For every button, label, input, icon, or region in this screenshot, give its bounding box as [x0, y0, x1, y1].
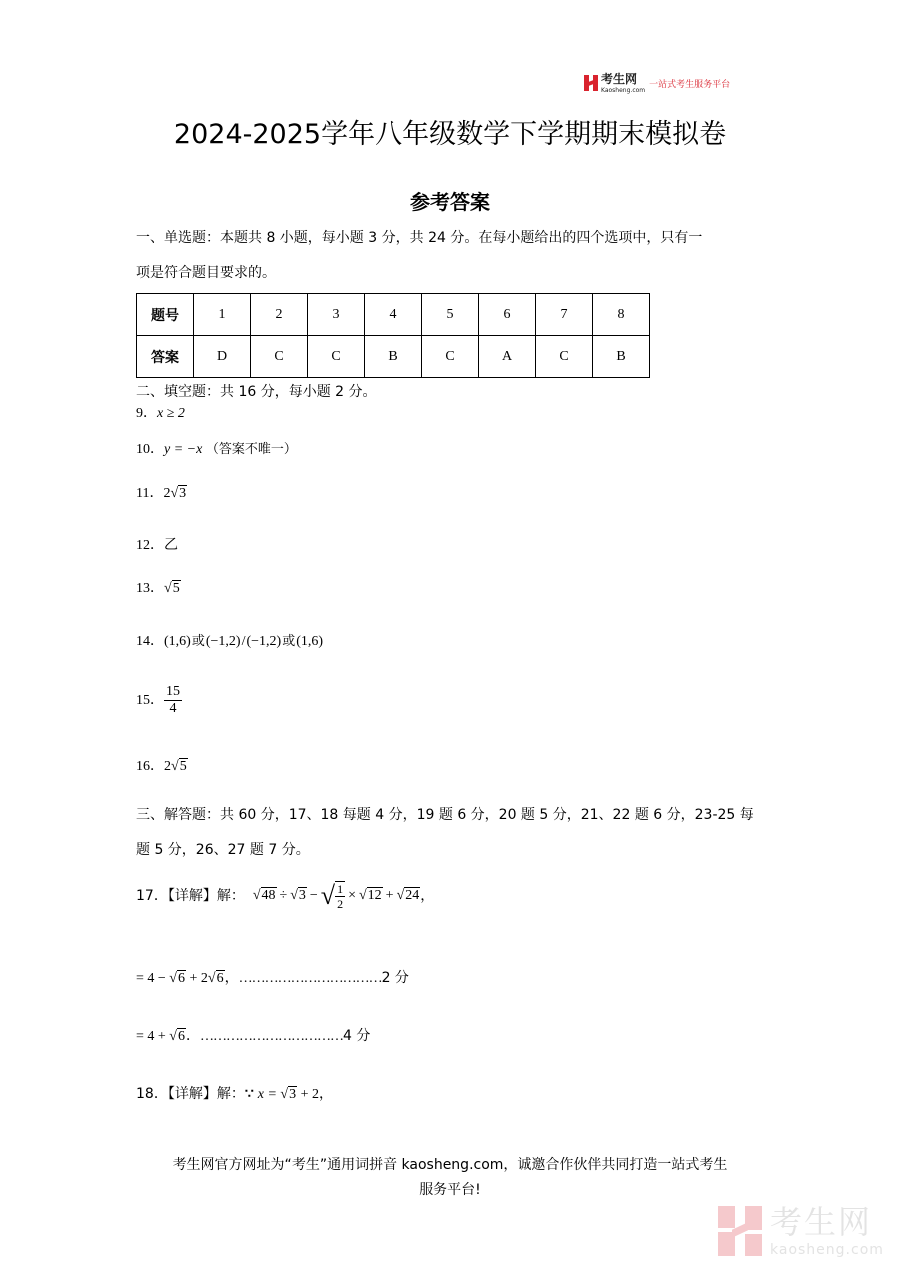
- header-logo: [584, 70, 730, 96]
- item-answer: 乙: [164, 537, 178, 553]
- answer-item-13: [136, 579, 181, 599]
- item-number: 9．: [136, 406, 157, 421]
- point-2: (−1,2): [205, 634, 241, 649]
- radicand: 5: [172, 581, 180, 596]
- radicand: 24: [405, 888, 420, 903]
- logo-cn-text: 考生网: [601, 71, 638, 86]
- radicand: 3: [298, 888, 306, 903]
- comma: ，: [420, 888, 435, 904]
- q18-label: 18．【详解】解：: [136, 1086, 245, 1102]
- question-number: 2: [251, 294, 308, 336]
- logo-slogan: 一站式考生服务平台: [649, 79, 731, 90]
- radicand: 5: [179, 759, 187, 774]
- radicand: 12: [367, 888, 382, 903]
- question-number: 7: [536, 294, 593, 336]
- page-subtitle: 参考答案: [410, 190, 490, 214]
- answer-table: [136, 293, 650, 378]
- answer-item-12: [136, 535, 178, 556]
- section3-heading-line1: 三、解答题：共 60 分，17、18 每题 4 分，19 题 6 分，20 题 5 分，21、22 题 6 分，23-25 每: [136, 807, 754, 823]
- answer-cell: B: [365, 336, 422, 378]
- q18-solution: 18．【详解】解：∵ x = √3 + 2，: [136, 1086, 334, 1102]
- kaosheng-watermark-icon: [718, 1206, 762, 1256]
- answer-cell: B: [593, 336, 650, 378]
- section3-heading-line2: 题 5 分，26、27 题 7 分。: [136, 842, 310, 858]
- minus-sign: −: [309, 888, 318, 903]
- section2-heading: 二、填空题：共 16 分，每小题 2 分。: [136, 384, 377, 400]
- comma: ，: [319, 1086, 334, 1102]
- plus-sign: +: [385, 888, 394, 903]
- answer-item-15: [136, 684, 182, 717]
- radicand: 3: [289, 1087, 297, 1102]
- footer-line1: 考生网官方网址为“考生”通用词拼音 kaosheng.com，诚邀合作伙伴共同打造一站式考生: [172, 1157, 728, 1173]
- answer-item-16: [136, 757, 188, 777]
- q17-solution: [136, 876, 434, 916]
- denominator: 4: [169, 701, 177, 716]
- section1-heading-line1: 一、单选题：本题共 8 小题，每小题 3 分，共 24 分。在每小题给出的四个选项中，只有一: [136, 230, 703, 246]
- item-number: 11．: [136, 486, 164, 501]
- item-number: 14．: [136, 634, 164, 649]
- question-number: 8: [593, 294, 650, 336]
- coefficient: 2: [163, 486, 171, 501]
- radicand: 6: [177, 971, 185, 986]
- answer-item-14: [136, 632, 323, 652]
- score-dots: ……………………………: [238, 971, 382, 986]
- score-dots: ……………………………: [199, 1029, 343, 1044]
- logo-en-text: Kaosheng.com: [601, 86, 646, 94]
- question-number: 6: [479, 294, 536, 336]
- punct: ．: [185, 1028, 200, 1044]
- sqrt-expr: √3: [170, 486, 187, 501]
- q17-expression: √48 ÷ √3 − √ $\frac{1}{2}$ × √12 + √24: [252, 881, 420, 911]
- or-text: 或: [282, 634, 296, 649]
- answer-item-9: [136, 404, 185, 424]
- expr-part: = 4 +: [136, 1029, 170, 1044]
- expr-part: + 2: [185, 971, 208, 986]
- radicand: 6: [216, 971, 224, 986]
- q17-step1: = 4 − √6 + 2√6，……………………………2 分: [136, 970, 409, 986]
- answer-table-row-numbers: [137, 294, 650, 336]
- point-4: (1,6): [296, 634, 324, 649]
- item-number: 16．: [136, 759, 164, 774]
- item-answer: y = −x: [164, 442, 203, 457]
- answer-cell: C: [536, 336, 593, 378]
- row-header-question-no: 题号: [137, 294, 194, 336]
- answer-cell: D: [194, 336, 251, 378]
- expr-part: = 4 −: [136, 971, 170, 986]
- item-number: 13．: [136, 581, 164, 596]
- expr-part: x =: [257, 1087, 281, 1102]
- expr-part: + 2: [297, 1087, 320, 1102]
- answer-table-row-answers: [137, 336, 650, 378]
- point-3: (−1,2): [246, 634, 282, 649]
- because-symbol: ∵: [244, 1087, 254, 1102]
- item-answer: x ≥ 2: [157, 406, 185, 421]
- divide-sign: ÷: [279, 888, 288, 903]
- radicand: 48: [261, 888, 276, 903]
- or-text: 或: [191, 634, 205, 649]
- question-number: 3: [308, 294, 365, 336]
- times-sign: ×: [348, 888, 356, 903]
- score: 2 分: [381, 970, 409, 986]
- denominator: 2: [337, 897, 344, 911]
- answer-cell: A: [479, 336, 536, 378]
- answer-cell: C: [251, 336, 308, 378]
- footer-line2: 服务平台!: [419, 1182, 481, 1198]
- q17-step2: = 4 + √6．……………………………4 分: [136, 1028, 371, 1044]
- radicand: 3: [179, 486, 187, 501]
- watermark-cn: 考生网: [770, 1203, 873, 1241]
- watermark: [718, 1203, 884, 1259]
- answer-item-11: [136, 484, 187, 504]
- point-1: (1,6): [164, 634, 191, 649]
- item-number: 12．: [136, 538, 164, 553]
- numerator: 1: [337, 882, 344, 896]
- fraction: [164, 684, 182, 717]
- question-number: 5: [422, 294, 479, 336]
- q17-label: 17．【详解】解：: [136, 888, 245, 904]
- answer-cell: C: [308, 336, 365, 378]
- page-title: 2024-2025学年八年级数学下学期期末模拟卷: [173, 119, 727, 150]
- question-number: 4: [365, 294, 422, 336]
- sqrt-expr: √5: [171, 759, 187, 774]
- answer-item-10: [136, 440, 297, 460]
- score: 4 分: [342, 1028, 371, 1044]
- watermark-en: kaosheng.com: [770, 1242, 884, 1258]
- separator: /: [241, 634, 246, 649]
- kaosheng-logo-icon: [584, 75, 598, 91]
- row-header-answer: 答案: [137, 336, 194, 378]
- item-note: （答案不唯一）: [205, 442, 297, 457]
- answer-cell: C: [422, 336, 479, 378]
- numerator: 15: [166, 684, 180, 699]
- item-number: 10．: [136, 442, 164, 457]
- radicand: 6: [177, 1029, 185, 1044]
- sqrt-expr: √5: [164, 581, 180, 596]
- coefficient: 2: [164, 759, 171, 774]
- punct: ，: [224, 970, 239, 986]
- item-number: 15．: [136, 692, 164, 708]
- question-number: 1: [194, 294, 251, 336]
- sqrt-fraction: √ $\frac{1}{2}$: [320, 881, 344, 911]
- section1-heading-line2: 项是符合题目要求的。: [136, 265, 276, 281]
